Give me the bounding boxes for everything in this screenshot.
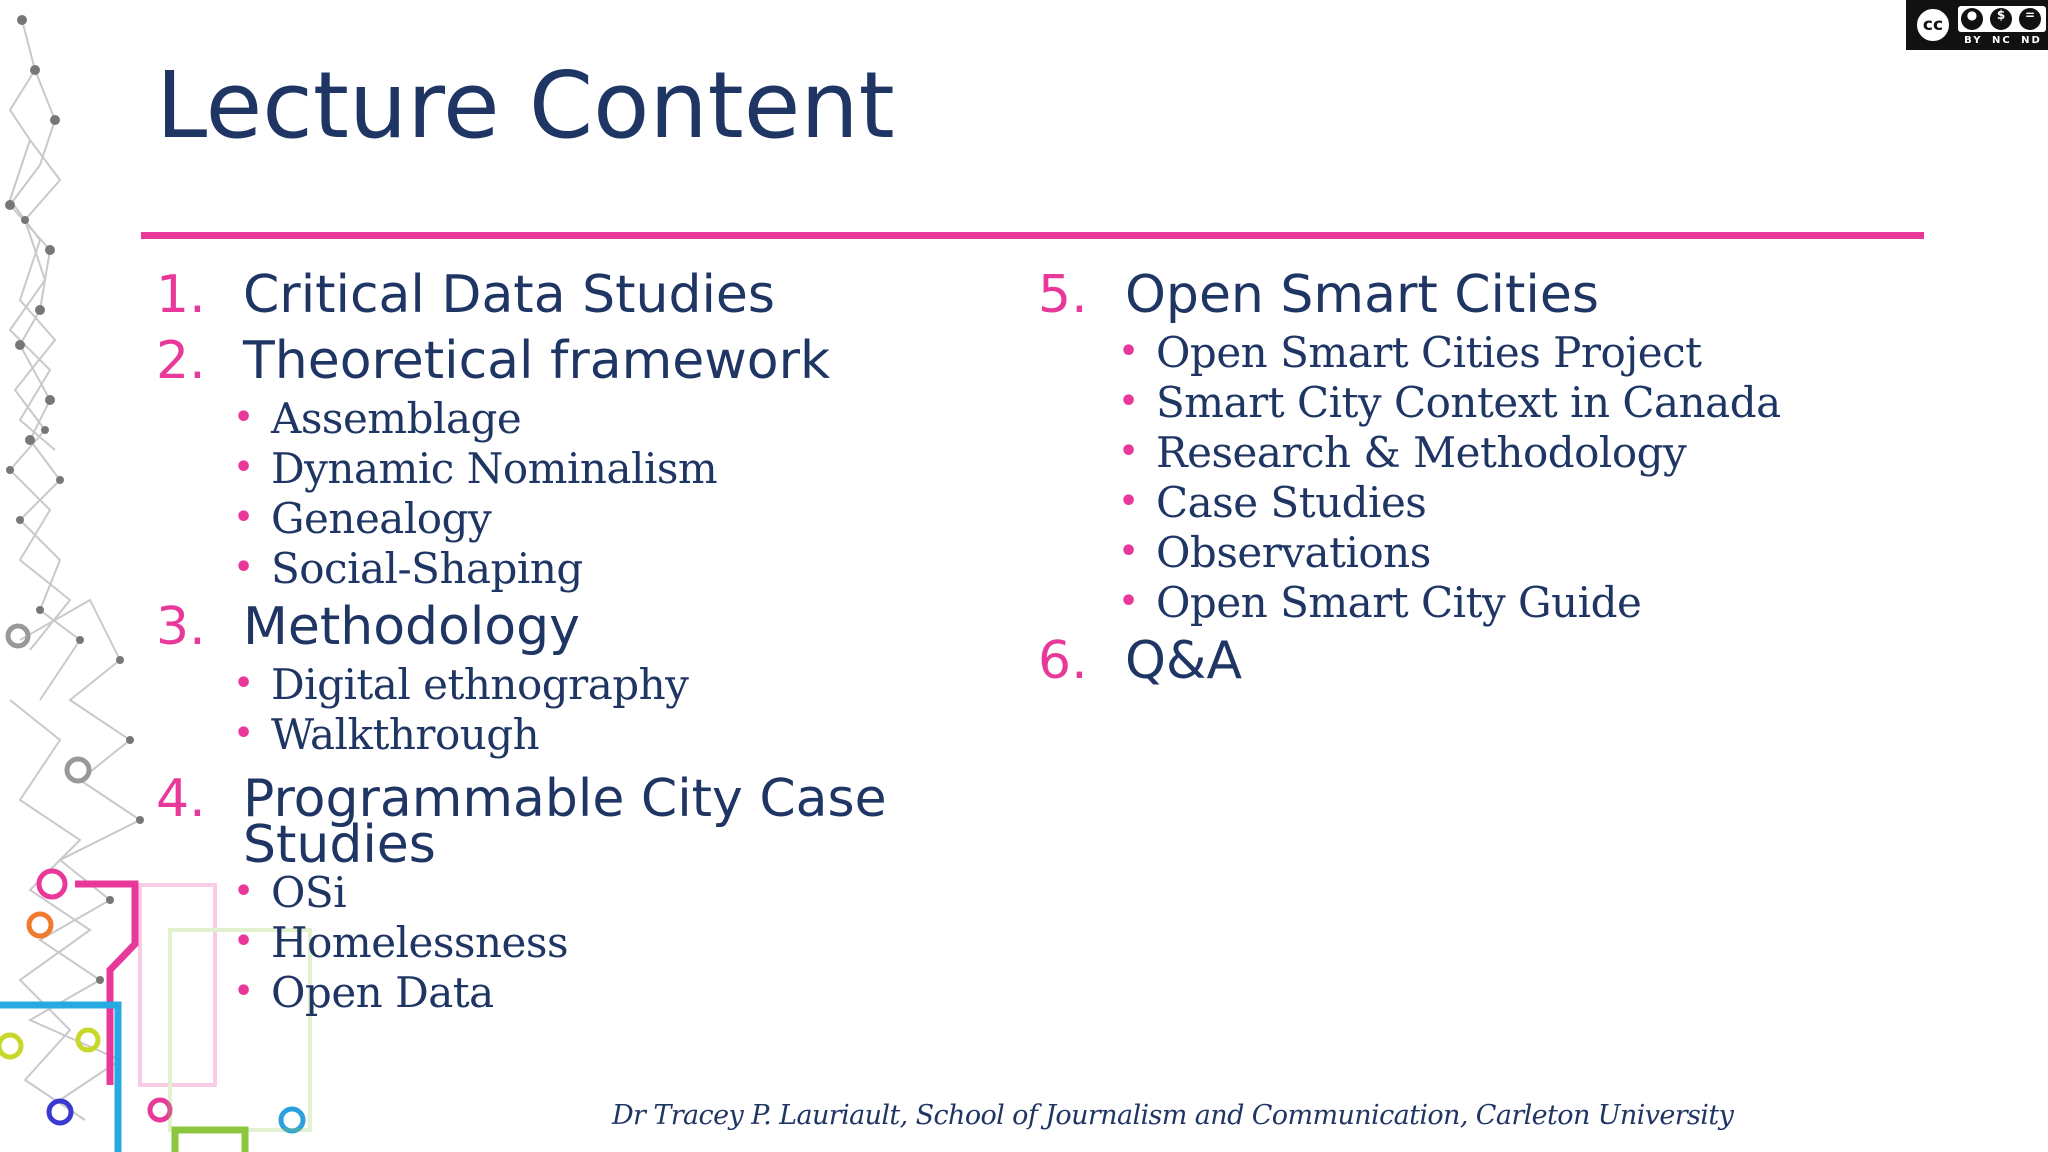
- section-3: [156, 594, 976, 760]
- sub-list: [156, 868, 976, 1018]
- section-title-line: Studies: [243, 815, 436, 875]
- sub-list: [1038, 328, 1938, 628]
- list-item-text: Assemblage: [271, 394, 522, 443]
- section-number: 3.: [156, 597, 206, 657]
- section-number: 5.: [1038, 265, 1088, 325]
- section-number: 6.: [1038, 631, 1088, 691]
- title-divider: [141, 232, 1924, 239]
- list-item-text: Homelessness: [271, 918, 569, 967]
- bullet-icon: •: [1119, 434, 1139, 469]
- noncommercial-icon: $: [1990, 8, 2012, 30]
- section-number: 4.: [156, 769, 206, 829]
- list-item: [1119, 378, 1938, 428]
- list-item: [234, 868, 976, 918]
- license-icons: [1958, 6, 2046, 32]
- list-item: [234, 394, 976, 444]
- left-column: [156, 262, 976, 1018]
- bullet-icon: •: [234, 974, 254, 1009]
- page-title: Lecture Content: [156, 52, 895, 159]
- section-title: Theoretical framework: [243, 331, 831, 391]
- license-text: BY NC ND: [1964, 35, 2042, 46]
- bullet-icon: •: [234, 716, 254, 751]
- section-title: Open Smart Cities: [1125, 265, 1599, 325]
- section-number: 2.: [156, 331, 206, 391]
- section-title: Critical Data Studies: [243, 265, 775, 325]
- noderivatives-icon: =: [2019, 8, 2041, 30]
- bullet-icon: •: [234, 550, 254, 585]
- bullet-icon: •: [234, 400, 254, 435]
- sub-list: [156, 394, 976, 594]
- list-item-text: Social-Shaping: [271, 544, 583, 593]
- bullet-icon: •: [234, 924, 254, 959]
- list-item-text: Research & Methodology: [1156, 428, 1687, 477]
- list-item: [1119, 528, 1938, 578]
- list-item: [234, 710, 976, 760]
- list-item-text: Smart City Context in Canada: [1156, 378, 1781, 427]
- bullet-icon: •: [234, 450, 254, 485]
- list-item: [1119, 328, 1938, 378]
- right-column: [1038, 262, 1938, 694]
- section-2: [156, 328, 976, 594]
- section-1: [156, 262, 976, 328]
- section-6: [1038, 628, 1938, 694]
- footer-credit: Dr Tracey P. Lauriault, School of Journalism and Communication, Carleton University: [612, 1100, 1734, 1131]
- list-item: [1119, 428, 1938, 478]
- list-item-text: Open Smart City Guide: [1156, 578, 1642, 627]
- bullet-icon: •: [1119, 384, 1139, 419]
- bullet-icon: •: [1119, 584, 1139, 619]
- section-title: Q&A: [1125, 631, 1243, 691]
- list-item-text: Walkthrough: [271, 710, 540, 759]
- cc-icon: cc: [1914, 6, 1952, 44]
- list-item-text: Open Data: [271, 968, 494, 1017]
- sub-list: [156, 660, 976, 760]
- section-number: 1.: [156, 265, 206, 325]
- list-item-text: Open Smart Cities Project: [1156, 328, 1702, 377]
- bullet-icon: •: [1119, 534, 1139, 569]
- list-item: [234, 544, 976, 594]
- section-4: [156, 766, 976, 1018]
- list-item-text: Case Studies: [1156, 478, 1427, 527]
- section-title: [243, 766, 887, 875]
- list-item-text: Digital ethnography: [271, 660, 689, 709]
- list-item: [1119, 478, 1938, 528]
- list-item-text: Observations: [1156, 528, 1431, 577]
- bullet-icon: •: [1119, 484, 1139, 519]
- list-item: [234, 968, 976, 1018]
- list-item-text: Genealogy: [271, 494, 492, 543]
- list-item: [1119, 578, 1938, 628]
- section-title-line: Programmable City Case: [243, 769, 887, 829]
- cc-license-badge: [1906, 0, 2048, 50]
- bullet-icon: •: [234, 666, 254, 701]
- list-item-text: OSi: [271, 868, 347, 917]
- attribution-icon: ●: [1961, 8, 1983, 30]
- bullet-icon: •: [1119, 334, 1139, 369]
- bullet-icon: •: [234, 874, 254, 909]
- list-item: [234, 660, 976, 710]
- section-title: Methodology: [243, 597, 580, 657]
- list-item: [234, 494, 976, 544]
- list-item-text: Dynamic Nominalism: [271, 444, 718, 493]
- section-5: [1038, 262, 1938, 628]
- list-item: [234, 444, 976, 494]
- bullet-icon: •: [234, 500, 254, 535]
- list-item: [234, 918, 976, 968]
